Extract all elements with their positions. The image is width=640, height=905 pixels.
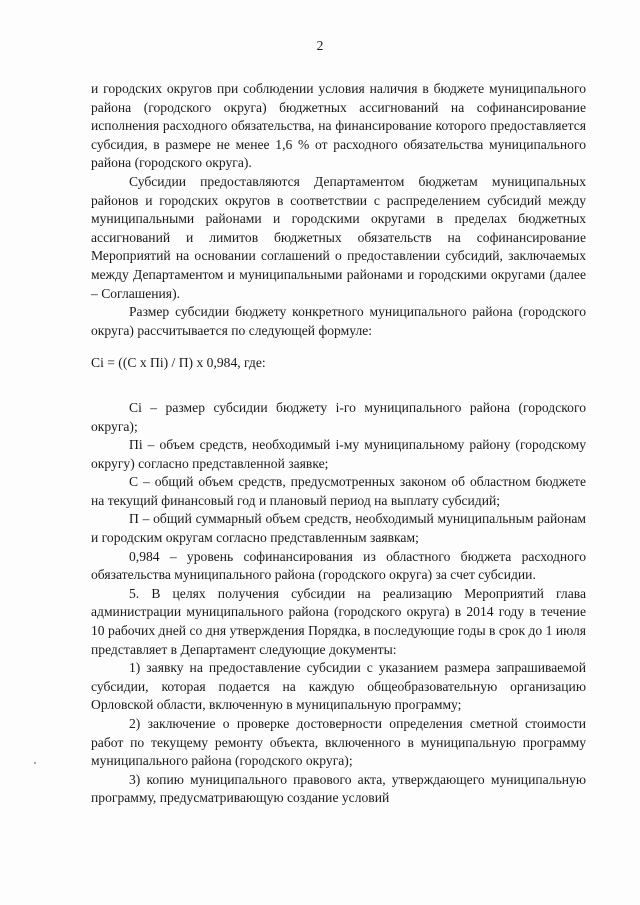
paragraph-subsidy-size: Размер субсидии бюджету конкретного муниципального района (городского округа) рассчитывается по следующей формуле:	[91, 304, 586, 338]
definition-ci: Ci – размер субсидии бюджету i-го муниципального района (городского округа);	[91, 399, 586, 434]
section-5-intro: 5. В целях получения субсидии на реализацию Мероприятий глава администрации муниципального района (городского округа) в 2014 году в течение 10 рабочих дней со дня утверждения Порядка, в последующие годы в срок до 1 июля представляет в Департамент следующие документы:	[91, 585, 586, 657]
document-body	[91, 80, 586, 808]
definition-p: П – общий суммарный объем средств, необходимый муниципальным районам и городским округам согласно представленным заявкам;	[91, 511, 586, 546]
section-5-item-2: 2) заключение о проверке достоверности определения сметной стоимости работ по текущему ремонту объекта, включенного в муниципальную программу муниципального района (городского округа);	[91, 716, 586, 769]
paragraph-subsidies-provision: Субсидии предоставляются Департаментом бюджетам муниципальных районов и городских округов в соответствии с распределением субсидий между муниципальными районами и городскими округами в пределах бюджетных ассигнований и лимитов бюджетных обязательств на софинансирование Мероприятий на основании соглашений о предоставлении субсидий, заключаемых между Департаментом и муниципальными районами и городскими округами (далее – Соглашения).	[91, 173, 586, 301]
definition-cofinancing: 0,984 – уровень софинансирования из областного бюджета расходного обязательства муниципального района (городского округа) за счет субсидии.	[91, 548, 586, 583]
section-5-item-3: 3) копию муниципального правового акта, утверждающего муниципальную программу, предусматривающую создание условий	[91, 771, 586, 806]
definition-pi: Пi – объем средств, необходимый i-му муниципальному району (городскому округу) согласно представленной заявке;	[91, 437, 586, 471]
paragraph-continuation: и городских округов при соблюдении условия наличия в бюджете муниципального района (городского округа) бюджетных ассигнований на софинансирование исполнения расходного обязательства, на финансирование которого предоставляется субсидия, в размере не менее 1,6 % от расходного обязательства муниципального района (городского округа).	[91, 81, 586, 171]
definition-c: С – общий объем средств, предусмотренных законом об областном бюджете на текущий финансовый год и плановый период на выплату субсидий;	[91, 474, 586, 508]
formula: Ci = ((C x Пi) / П) x 0,984, где:	[91, 355, 266, 371]
section-5-item-1: 1) заявку на предоставление субсидии с указанием размера запрашиваемой субсидии, которая подается на каждую общеобразовательную организацию Орловской области, включенную в муниципальную программу;	[91, 660, 586, 713]
page-number: 2	[316, 38, 324, 53]
scan-speck	[34, 762, 36, 764]
